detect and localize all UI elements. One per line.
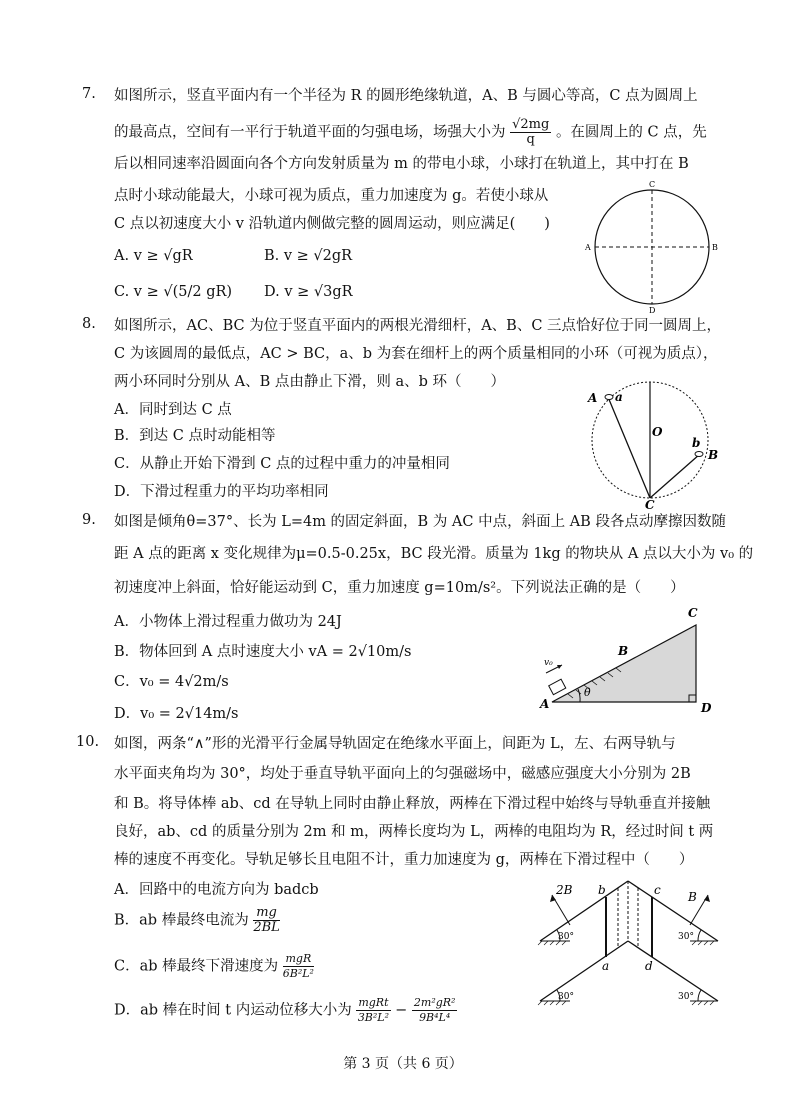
q10-line-5: 棒的速度不再变化。导轨足够长且电阻不计，重力加速度为 g，两棒在下滑过程中（ ） <box>114 852 694 868</box>
frac-den: 9B⁴L⁴ <box>419 1011 451 1024</box>
label-a-point: A <box>588 391 598 405</box>
q7-line-1: 如图所示，竖直平面内有一个半径为 R 的圆形绝缘轨道，A、B 与圆心等高，C 点为圆周上 <box>114 88 698 104</box>
question-number: 7. <box>82 86 96 102</box>
q7-line-4: 点时小球动能最大，小球可视为质点，重力加速度为 g。若使小球从 <box>114 188 549 204</box>
frac-num: 2m²gR² <box>413 996 456 1009</box>
q8-option-c: C．从静止开始下滑到 C 点的过程中重力的冲量相同 <box>114 456 450 472</box>
frac-den: 3B²L² <box>357 1011 390 1024</box>
question-number: 9. <box>82 512 96 528</box>
label-c: c <box>654 883 661 897</box>
option-c-fraction <box>283 952 314 981</box>
label-a: A <box>540 697 550 711</box>
q8-line-2: C 为该圆周的最低点，AC > BC，a、b 为套在细杆上的两个质量相同的小环（可视为质点）， <box>114 346 718 362</box>
q9-line-3: 初速度冲上斜面，恰好能运动到 C，重力加速度 g=10m/s²。下列说法正确的是（ ） <box>114 580 685 596</box>
label-b: b <box>598 883 606 897</box>
q10-option-b <box>114 906 280 935</box>
label-2b: 2B <box>556 883 573 897</box>
q9-incline-figure <box>538 605 728 717</box>
question-number: 10. <box>76 734 100 750</box>
label-o: O <box>652 425 663 439</box>
option-d-text: D．ab 棒在时间 t 内运动位移大小为 <box>114 1002 352 1019</box>
label-angle-1: 30° <box>558 932 574 942</box>
q8-line-1: 如图所示，AC、BC 为位于竖直平面内的两根光滑细杆，A、B、C 三点恰好位于同一圆周上， <box>114 318 722 334</box>
q8-line-3: 两小环同时分别从 A、B 点由静止下滑，则 a、b 环（ ） <box>114 374 505 390</box>
q7-option-c: C. v ≥ √(5/2 gR) <box>114 284 233 300</box>
option-d-fraction-1 <box>356 996 390 1025</box>
label-a: A <box>585 243 591 252</box>
option-c-text: C．ab 棒最终下滑速度为 <box>114 958 279 975</box>
q10-rails-figure <box>530 873 730 1023</box>
q7-option-a: A. v ≥ √gR <box>114 248 193 264</box>
frac-num: √2mg <box>512 117 550 132</box>
frac-num: mg <box>253 906 279 921</box>
frac-den: 6B²L² <box>282 967 314 980</box>
label-b-point: B <box>708 448 719 462</box>
label-b-ring: b <box>692 436 701 450</box>
q7-line-5: C 点以初速度大小 v 沿轨道内侧做完整的圆周运动，则应满足( ) <box>114 216 550 232</box>
label-d: D <box>649 306 656 315</box>
label-b: B <box>618 644 629 658</box>
label-d: d <box>645 959 653 973</box>
q7-option-b: B. v ≥ √2gR <box>264 248 353 264</box>
q10-option-d <box>114 996 457 1025</box>
page-footer: 第 3 页（共 6 页） <box>343 1056 463 1072</box>
option-b-fraction <box>253 906 279 935</box>
label-c: C <box>688 606 698 620</box>
q10-line-2: 水平面夹角均为 30°，均处于垂直导轨平面向上的匀强磁场中，磁感应强度大小分别为 2B <box>114 766 691 782</box>
q7-line-2 <box>114 118 707 147</box>
q8-option-d: D．下滑过程重力的平均功率相同 <box>114 484 329 500</box>
q9-line-1: 如图是倾角θ=37°、长为 L=4m 的固定斜面，B 为 AC 中点，斜面上 AB 段各点动摩擦因数随 <box>114 514 726 530</box>
label-c: C <box>649 180 656 189</box>
q7-line-3: 后以相同速率沿圆面向各个方向发射质量为 m 的带电小球，小球打在轨道上，其中打在 B <box>114 156 689 172</box>
q9-option-a: A．小物体上滑过程重力做功为 24J <box>114 614 342 630</box>
frac-num: mgRt <box>358 996 389 1009</box>
q8-option-b: B．到达 C 点时动能相等 <box>114 428 276 444</box>
question-number: 8. <box>82 316 96 332</box>
q10-line-3: 和 B。将导体棒 ab、cd 在导轨上同时由静止释放，两棒在下滑过程中始终与导轨垂直并接触 <box>114 796 711 812</box>
q9-option-c: C．v₀ = 4√2m/s <box>114 674 229 690</box>
label-d: D <box>701 701 712 715</box>
frac-den: q <box>526 132 535 147</box>
q8-rods-figure <box>588 380 728 510</box>
label-b: B <box>712 243 718 252</box>
q10-line-1: 如图，两条“∧”形的光滑平行金属导轨固定在绝缘水平面上，间距为 L，左、右两导轨与 <box>114 736 676 752</box>
q9-option-b: B．物体回到 A 点时速度大小 vA = 2√10m/s <box>114 644 412 660</box>
frac-num: mgR <box>283 952 314 967</box>
option-b-text: B．ab 棒最终电流为 <box>114 912 249 929</box>
label-angle-2: 30° <box>678 932 694 942</box>
frac-den: 2BL <box>253 920 280 935</box>
q10-option-c <box>114 952 314 981</box>
minus-sign: − <box>395 1002 408 1019</box>
q7-circle-figure <box>585 180 720 315</box>
label-a: a <box>602 959 610 973</box>
label-v0: v₀ <box>544 658 553 668</box>
q7-line-2a: 的最高点，空间有一平行于轨道平面的匀强电场，场强大小为 <box>114 124 506 141</box>
label-theta: θ <box>584 686 591 699</box>
q7-option-d: D. v ≥ √3gR <box>264 284 353 300</box>
label-angle-4: 30° <box>678 992 694 1002</box>
option-d-fraction-2 <box>412 996 458 1025</box>
field-strength-fraction <box>510 118 551 147</box>
q7-line-2b: 。在圆周上的 C 点，先 <box>555 124 707 141</box>
label-c: C <box>645 498 655 512</box>
label-angle-3: 30° <box>558 992 574 1002</box>
q9-option-d: D．v₀ = 2√14m/s <box>114 706 239 722</box>
q8-option-a: A．同时到达 C 点 <box>114 402 232 418</box>
label-field-b: B <box>688 890 697 904</box>
q9-line-2: 距 A 点的距离 x 变化规律为μ=0.5-0.25x，BC 段光滑。质量为 1kg 的物块从 A 点以大小为 v₀ 的 <box>114 546 754 562</box>
q10-option-a: A．回路中的电流方向为 badcb <box>114 882 319 898</box>
label-a-ring: a <box>615 390 623 404</box>
q10-line-4: 良好，ab、cd 的质量分别为 2m 和 m，两棒长度均为 L，两棒的电阻均为 R，经过时间 t 两 <box>114 824 714 840</box>
